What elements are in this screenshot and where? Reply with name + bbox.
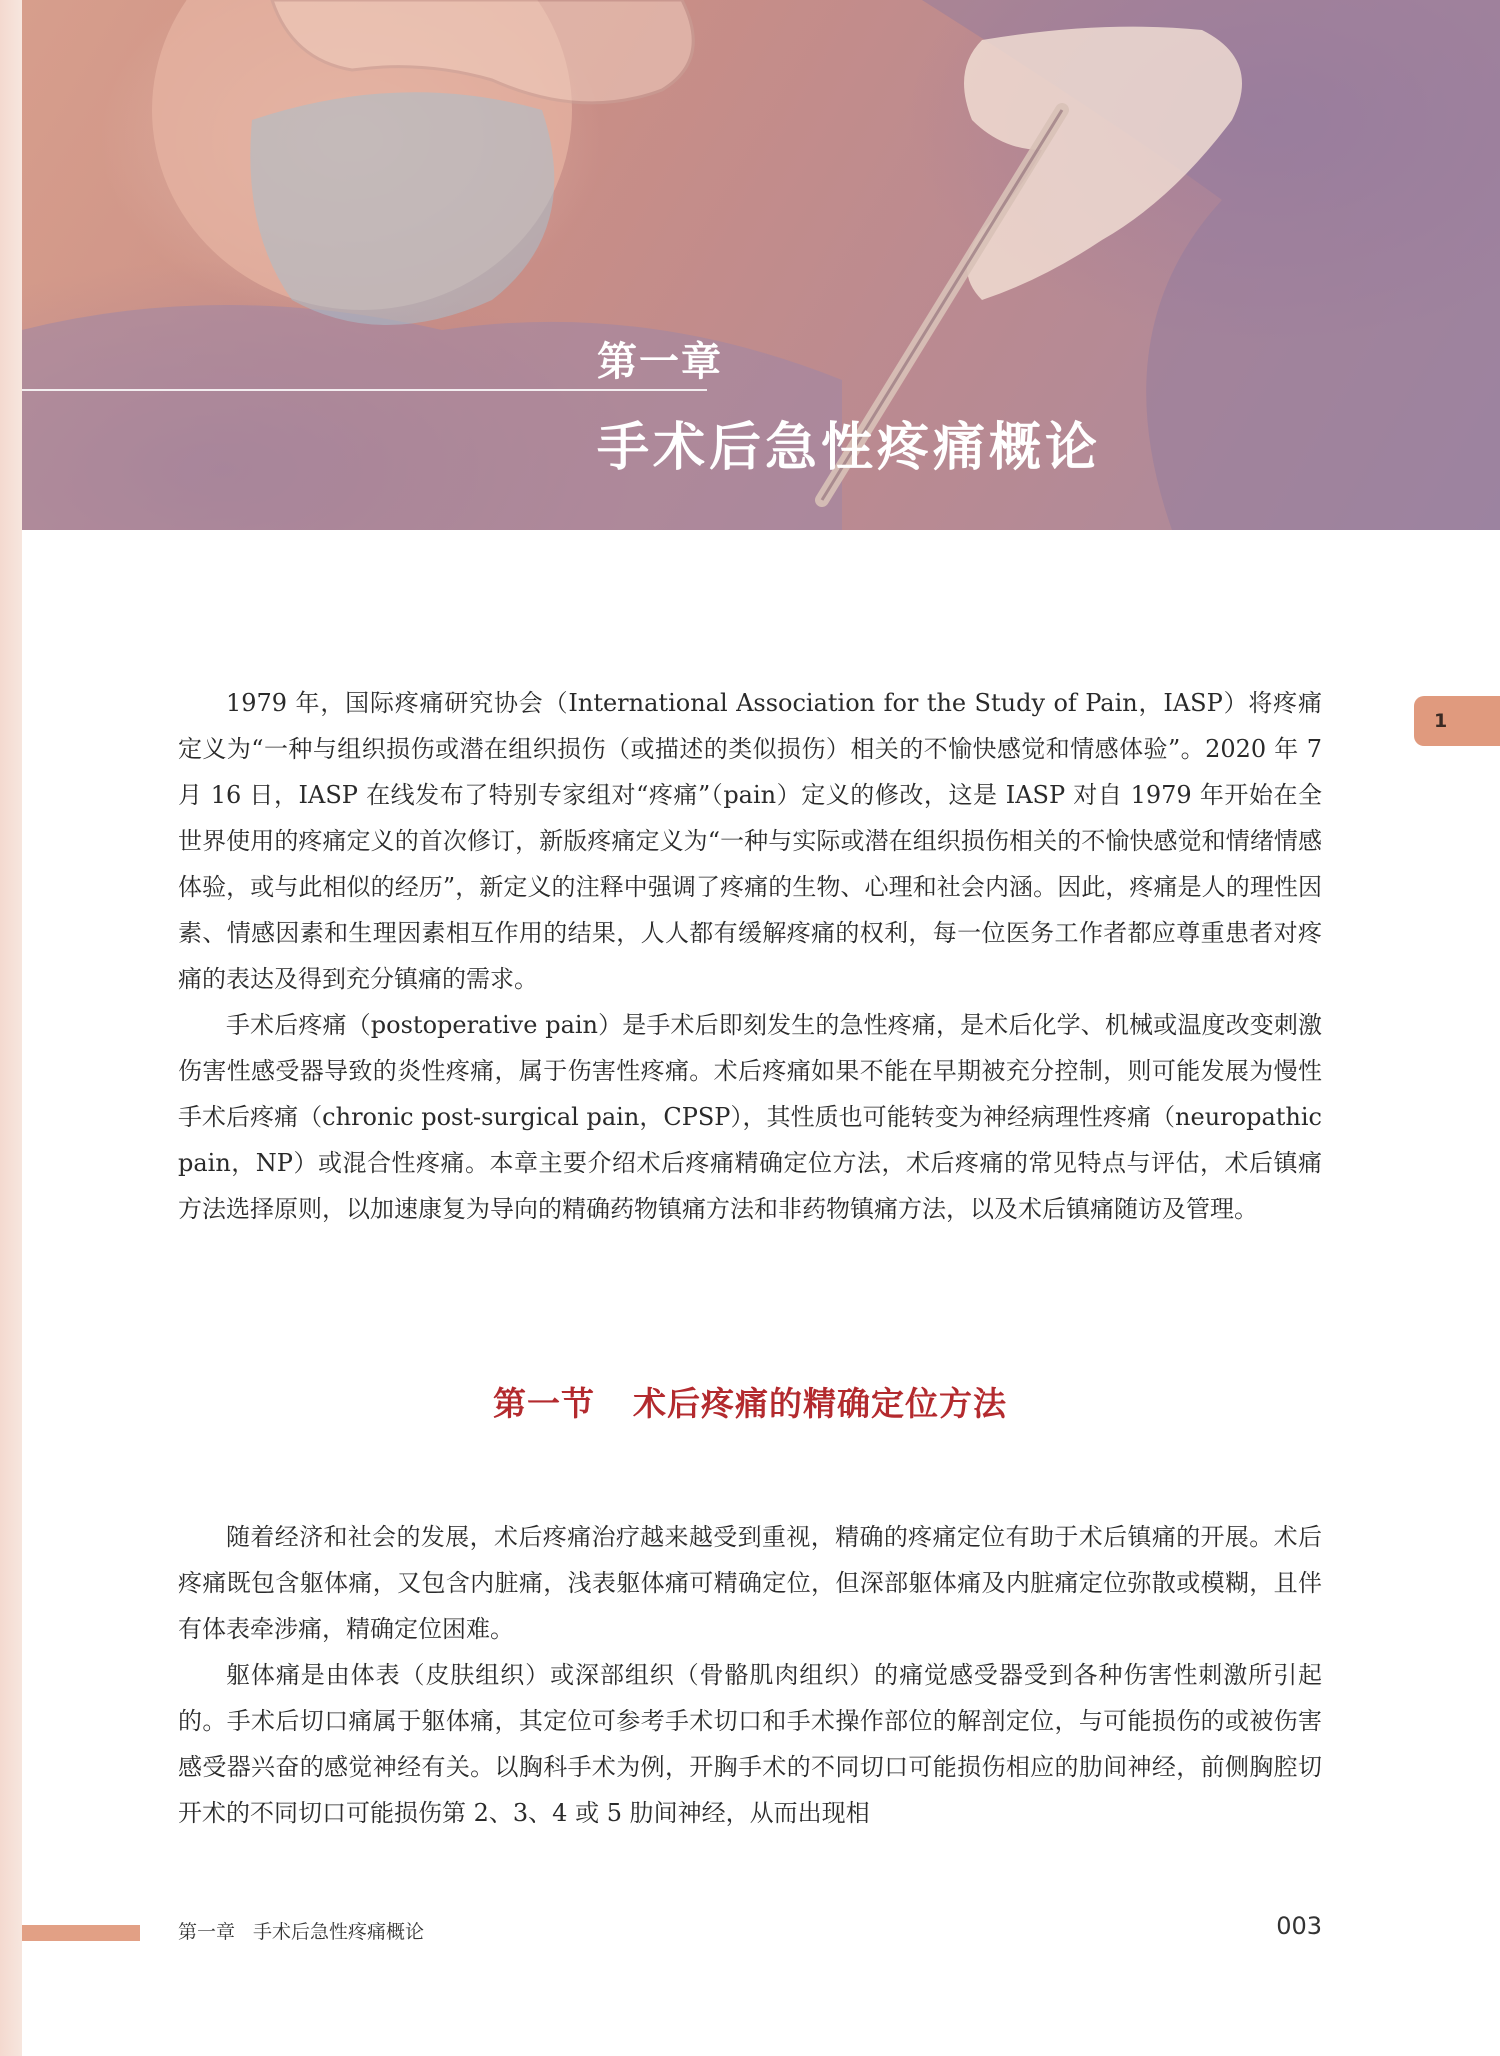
chapter-title: 手术后急性疼痛概论 [597,418,1102,478]
page-number: 003 [1276,1912,1322,1940]
paragraph: 随着经济和社会的发展，术后疼痛治疗越来越受到重视，精确的疼痛定位有助于术后镇痛的开展。术后疼痛既包含躯体痛，又包含内脏痛，浅表躯体痛可精确定位，但深部躯体痛及内脏痛定位弥散或模糊，且伴有体表牵涉痛，精确定位困难。 [178,1523,1322,1643]
paragraph: 躯体痛是由体表（皮肤组织）或深部组织（骨骼肌肉组织）的痛觉感受器受到各种伤害性刺激所引起的。手术后切口痛属于躯体痛，其定位可参考手术切口和手术操作部位的解剖定位，与可能损伤的或被伤害感受器兴奋的感觉神经有关。以胸科手术为例，开胸手术的不同切口可能损伤相应的肋间神经，前侧胸腔切开术的不同切口可能损伤第 2、3、4 或 5 肋间神经，从而出现相 [178,1661,1322,1827]
section-heading [0,1378,1500,1425]
page-tab: 1 [1414,696,1500,746]
running-footer [178,1917,424,1944]
footer-accent-bar [22,1925,140,1941]
footer-chapter: 第一章 [178,1921,236,1943]
chapter-banner [22,0,1500,530]
paragraph: 1979 年，国际疼痛研究协会（International Association for the Study of Pain，IASP）将疼痛定义为“一种与组织损伤或潜在组织损伤（或描述的类似损伤）相关的不愉快感觉和情感体验”。2020 年 7 月 16 日，IASP 在线发布了特别专家组对“疼痛”（pain）定义的修改，这是 IASP 对自 1979 年开始在全世界使用的疼痛定义的首次修订，新版疼痛定义为“一种与实际或潜在组织损伤相关的不愉快感觉和情绪情感体验，或与此相似的经历”，新定义的注释中强调了疼痛的生物、心理和社会内涵。因此，疼痛是人的理性因素、情感因素和生理因素相互作用的结果，人人都有缓解疼痛的权利，每一位医务工作者都应尊重患者对疼痛的表达及得到充分镇痛的需求。 [178,689,1322,993]
left-decorative-strip [0,0,22,2056]
section-number: 第一节 [493,1384,595,1423]
footer-title: 手术后急性疼痛概论 [253,1921,425,1943]
intro-text [178,680,1322,1232]
section-text [178,1514,1322,1836]
chapter-divider [22,389,707,391]
chapter-label: 第一章 [597,339,723,385]
paragraph: 手术后疼痛（postoperative pain）是手术后即刻发生的急性疼痛，是术后化学、机械或温度改变刺激伤害性感受器导致的炎性疼痛，属于伤害性疼痛。术后疼痛如果不能在早期被充分控制，则可能发展为慢性手术后疼痛（chronic post-surgical pain，CPSP），其性质也可能转变为神经病理性疼痛（neuropathic pain，NP）或混合性疼痛。本章主要介绍术后疼痛精确定位方法，术后疼痛的常见特点与评估，术后镇痛方法选择原则，以加速康复为导向的精确药物镇痛方法和非药物镇痛方法，以及术后镇痛随访及管理。 [178,1011,1322,1223]
section-title: 术后疼痛的精确定位方法 [633,1384,1007,1423]
